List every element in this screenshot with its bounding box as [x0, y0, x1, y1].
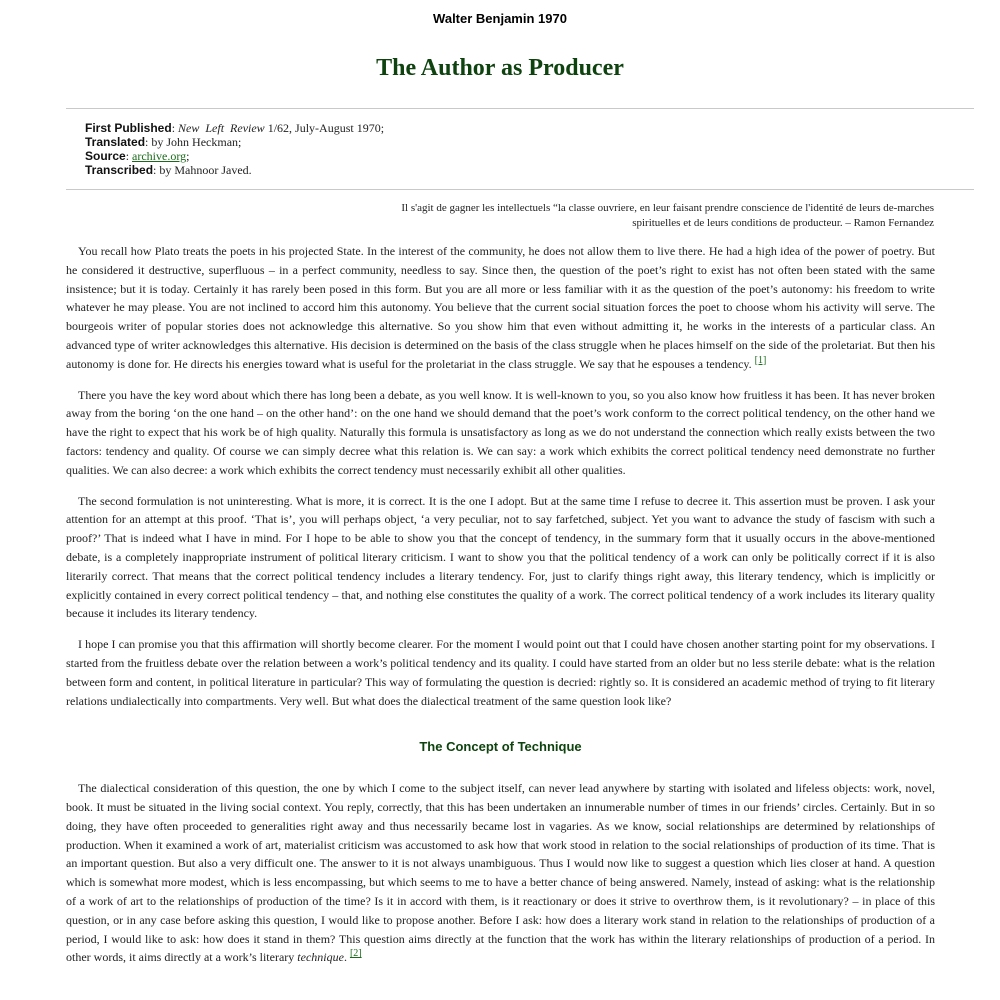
first-published-label: First Published: [85, 121, 172, 135]
technique-emphasis: technique: [297, 950, 344, 965]
translated-value: : by John Heckman;: [145, 135, 242, 149]
transcribed-line: [85, 163, 384, 177]
paragraph-1-text: You recall how Plato treats the poets in his projected State. In the interest of the community, he does not allow them to live there. He had a high idea of the power of poetry. But he considered it destructive, superfluous – in a perfect community, needless to say. Since then, the question of the poet’s right to exist has not often been stated with the same insistence; but it is today. Certainly it has rarely been posed in this form. But you are all more or less familiar with it as the question of the poet’s autonomy: his freedom to write whatever he may please. You are not inclined to accord him this autonomy. You believe that the current social situation forces the poet to choose whom his activity will serve. The bourgeois writer of popular stories does not acknowledge this alternative. So you show him that even without admitting it, he works in the interests of a particular class. An advanced type of writer acknowledges this alternative. His decision is determined on the basis of the class struggle when he places himself on the side of the proletariat. But then his autonomy is done for. He directs his energies toward what is useful for the proletariat in the class struggle. We say that he espouses a tendency.: [66, 244, 935, 371]
journal-name: New Left Review: [178, 121, 265, 135]
footnote-link-2[interactable]: [2]: [349, 948, 362, 960]
source-suffix: ;: [186, 149, 190, 163]
publication-info: [85, 121, 384, 177]
paragraph-4: I hope I can promise you that this affirmation will shortly become clearer. For the moment I would point out that I could have chosen another starting point for my observations. I started from the fruitless debate over the relation between a work’s political tendency and its quality. I could have started from an older but no less sterile debate: what is the relation between form and content, in political literature in particular? This way of formulating the question is decried: rightly so. It is considered an academic method of trying to fit literary relations undialectically into compartments. Very well. But what does the dialectical treatment of the same question look like?: [66, 637, 935, 708]
paragraph-3: The second formulation is not uninteresting. What is more, it is correct. It is the one I adopt. But at the same time I refuse to decree it. This assertion must be proven. I ask your attention for an attempt at this proof. ‘That is’, you will perhaps object, ‘a very peculiar, not to say farfetched, subject. Yet you want to advance the study of fascism with such a proof?’ That is indeed what I have in mind. For I hope to be able to show you that the concept of tendency, in the summary form that it usually occurs in the above-mentioned debate, is a completely inappropriate instrument of political literary criticism. I want to show you that the political tendency of a work can only be politically correct if it is also literarily correct. That means that the correct political tendency includes a literary tendency. For, just to clarify things right away, this literary tendency, which is implicitly or explicitly contained in every correct political tendency – that, and nothing else constitutes the quality of a work. The correct political tendency of a work includes its literary quality because it includes its literary tendency.: [66, 493, 935, 621]
site-title: Walter Benjamin 1970: [433, 11, 567, 26]
epigraph-line-1: Il s'agit de gagner les intellectuels “la classe ouvriere, en leur faisant prendre conscience de l'identité de leurs de-marches: [401, 202, 934, 214]
paragraph-5-end: .: [343, 950, 347, 965]
article-body: [66, 242, 935, 979]
paragraph-5: [66, 779, 935, 967]
transcribed-value: : by Mahnoor Javed.: [153, 163, 252, 177]
top-divider: [66, 108, 974, 109]
paragraph-2: There you have the key word about which there has long been a debate, as you well know. It is well-known to you, so you also know how fruitless it has been. It has never broken away from the boring ‘on the one hand – on the other hand’: on the one hand we should demand that the poet’s work conform to the correct political tendency, on the other hand we have the right to expect that his work be of high quality. Naturally this formula is unsatisfactory as long as we do not understand the connection which really exists between the two factors: tendency and quality. Of course we can simply decree what this relation is. We can say: a work which exhibits the correct political tendency need demonstrate no further qualities. We can also decree: a work which exhibits the correct tendency must necessarily exhibit all other qualities.: [66, 387, 935, 477]
first-published-line: First Published: New Left Review 1/62, July-August 1970;: [85, 121, 385, 135]
transcribed-label: Transcribed: [85, 163, 154, 177]
footnote-link-1[interactable]: [1]: [754, 354, 767, 366]
epigraph-line-2: spirituelles et de leurs conditions de producteur. – Ramon Fernandez: [632, 217, 934, 229]
paragraph-1: [66, 242, 935, 374]
source-line: Source: archive.org;: [85, 149, 190, 163]
epigraph: [314, 201, 934, 231]
section-heading: The Concept of Technique: [419, 739, 582, 755]
paragraph-5-text: The dialectical consideration of this question, the one by which I come to the subject itself, can never lead anywhere by starting with isolated and lifeless objects: work, novel, book. It must be situated in the living social context. You reply, correctly, that this has been undertaken an innumerable number of times in our friends’ circles. Certainly. But in so doing, they have often proceeded to generalities right away and thus necessarily became lost in vagaries. As we know, social relationships are determined by relationships of production. When it examined a work of art, materialist criticism was accustomed to ask how that work stood in relation to the social relationships of production of its time. That is an important question. But also a very difficult one. The answer to it is not always unambiguous. Thus I would now like to suggest a question which lies closer at hand. A question which is somewhat more modest, which is less encompassing, but which seems to me to have a better chance of being answered. Namely, instead of asking: what is the relationship of a work of art to the relationships of production of the time? Is it in accord with them, is it reactionary or does it strive to overthrow them, is it revolutionary? – in place of this question, or in any case before asking this question, I would like to propose another. Before I ask: how does a literary work stand in relation to the relationships of production of a period, I would like to ask: how does it stand in them? This question aims directly at the function that the work has within the literary relationships of production of a period. In other words, it aims directly at a work’s literary: [66, 781, 935, 965]
page-title: The Author as Producer: [376, 55, 624, 81]
translated-line: [85, 135, 384, 149]
info-divider: [66, 189, 974, 190]
translated-label: Translated: [85, 135, 146, 149]
source-link[interactable]: archive.org: [132, 149, 187, 163]
first-published-detail: 1/62, July-August 1970;: [264, 121, 385, 135]
source-label: Source: [85, 149, 126, 163]
